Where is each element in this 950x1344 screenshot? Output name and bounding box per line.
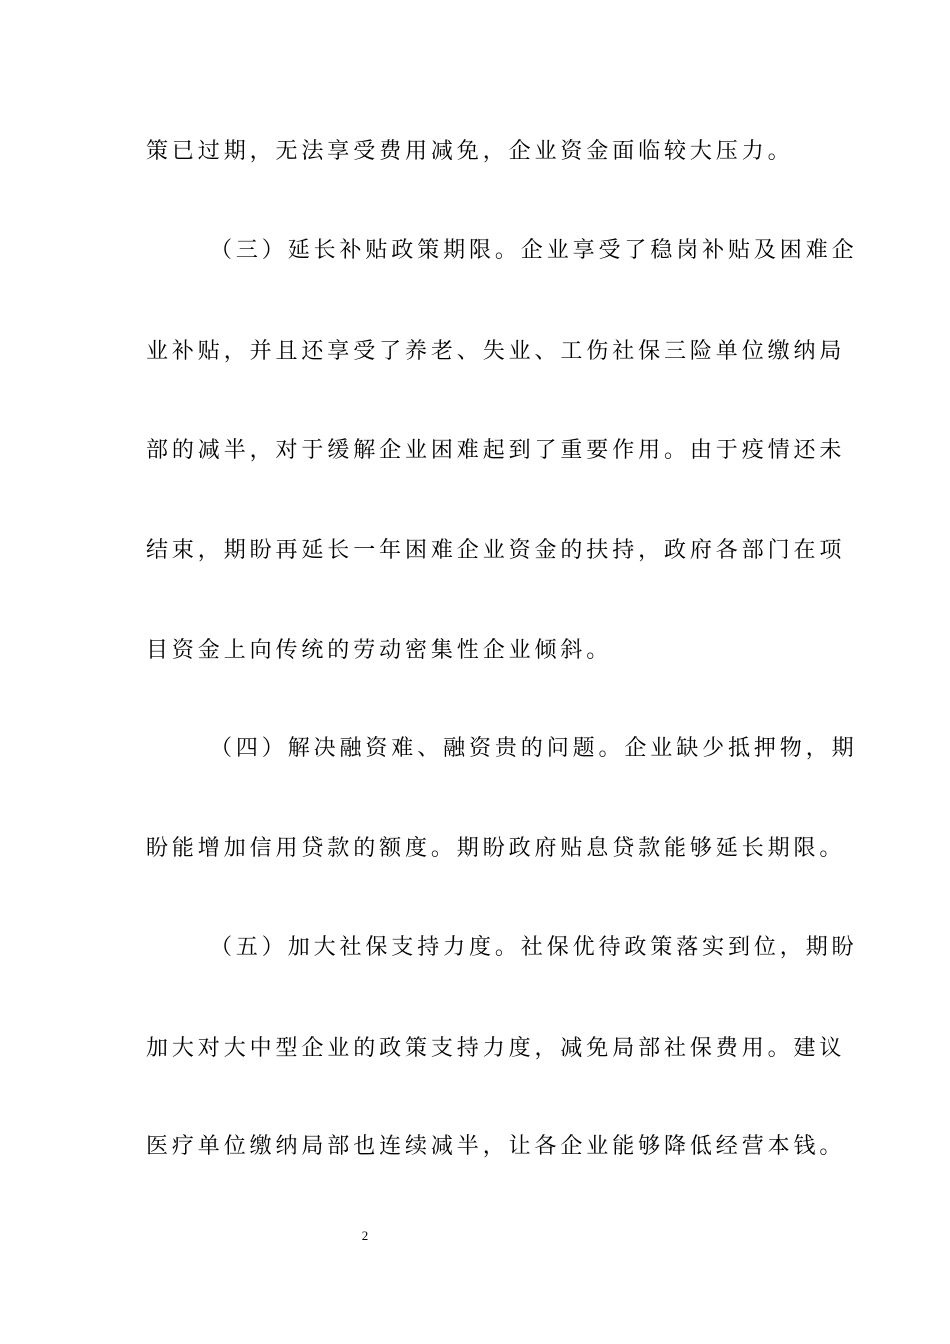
- paragraph-line: 部的减半，对于缓解企业困难起到了重要作用。由于疫情还未: [146, 438, 846, 463]
- paragraph-line: 结束，期盼再延长一年困难企业资金的扶持，政府各部门在项: [146, 538, 846, 563]
- page-number: 2: [361, 1228, 369, 1243]
- paragraph-line: 策已过期，无法享受费用减免，企业资金面临较大压力。: [146, 139, 794, 164]
- paragraph-line: （四）解决融资难、融资贵的问题。企业缺少抵押物，期: [210, 736, 858, 761]
- paragraph-line: （五）加大社保支持力度。社保优待政策落实到位，期盼: [210, 935, 858, 960]
- paragraph-line: 医疗单位缴纳局部也连续减半，让各企业能够降低经营本钱。: [146, 1134, 846, 1159]
- paragraph-line: 盼能增加信用贷款的额度。期盼政府贴息贷款能够延长期限。: [146, 836, 846, 861]
- paragraph-line: 业补贴，并且还享受了养老、失业、工伤社保三险单位缴纳局: [146, 339, 846, 364]
- paragraph-line: 目资金上向传统的劳动密集性企业倾斜。: [146, 638, 613, 663]
- paragraph-line: 加大对大中型企业的政策支持力度，减免局部社保费用。建议: [146, 1036, 846, 1061]
- paragraph-line: （三）延长补贴政策期限。企业享受了稳岗补贴及困难企: [210, 238, 858, 263]
